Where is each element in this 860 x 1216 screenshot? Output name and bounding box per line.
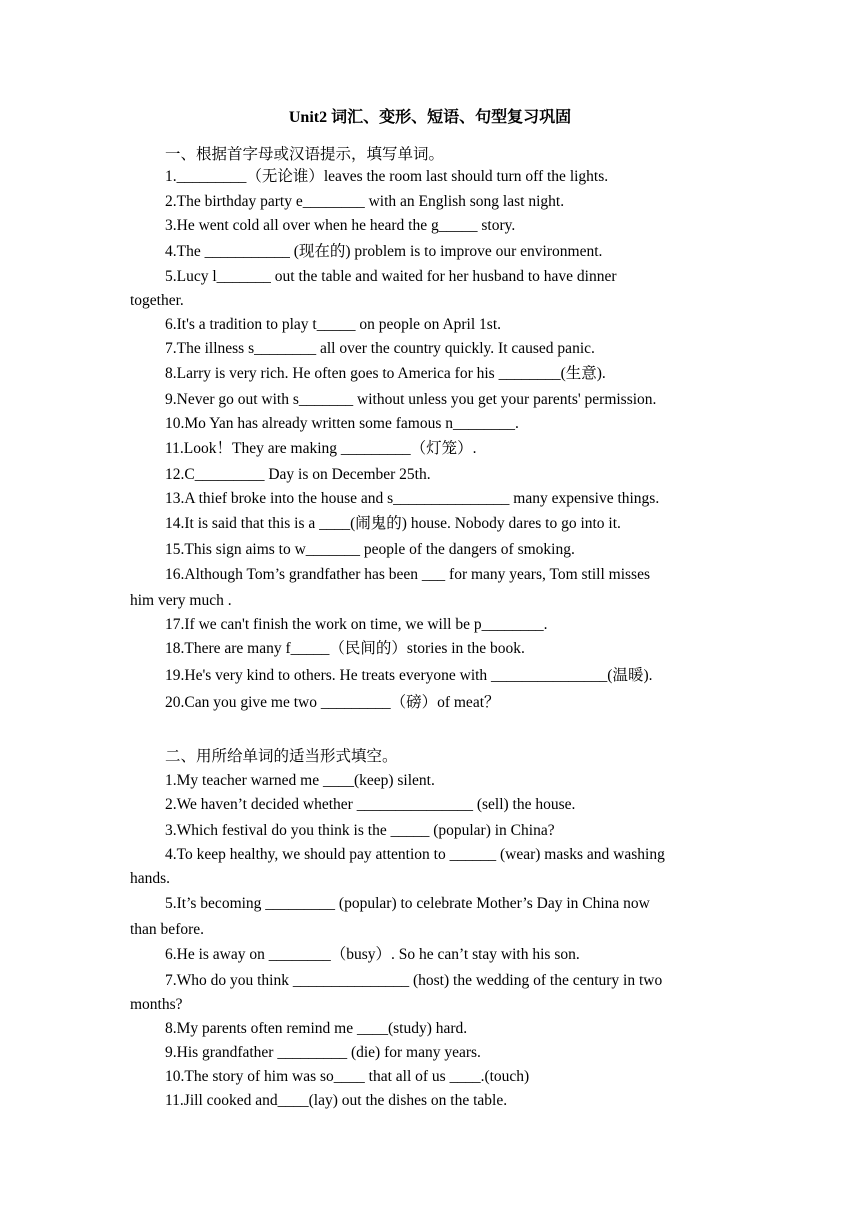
s1-question-20: 20.Can you give me two _________（磅）of meat？ (165, 694, 500, 711)
s1-question-16: 16.Although Tom’s grandfather has been ___ for many years, Tom still misses (165, 566, 651, 583)
s2-question-2: 2.We haven’t decided whether _______________ (sell) the house. (165, 796, 576, 813)
s1-question-7: 7.The illness s________ all over the country quickly. It caused panic. (165, 340, 595, 357)
s1-question-3: 3.He went cold all over when he heard the g_____ story. (165, 217, 516, 234)
s1-question-14: 14.It is said that this is a ____(闹鬼的) house. Nobody dares to go into it. (165, 515, 621, 532)
s1-question-10: 10.Mo Yan has already written some famous n________. (165, 415, 519, 432)
s2-question-11: 11.Jill cooked and____(lay) out the dishes on the table. (165, 1092, 508, 1109)
s1-question-8: 8.Larry is very rich. He often goes to America for his ________(生意). (165, 365, 606, 382)
section-1-heading: 一、根据首字母或汉语提示，填写单词。 (165, 146, 445, 163)
s2-question-4: 4.To keep healthy, we should pay attention to ______ (wear) masks and washing (165, 846, 665, 863)
page-title: Unit2 词汇、变形、短语、句型复习巩固 (288, 109, 572, 126)
s1-question-12: 12.C_________ Day is on December 25th. (165, 466, 431, 483)
s2-question-9: 9.His grandfather _________ (die) for many years. (165, 1044, 481, 1061)
s1-question-5-continued: together. (130, 292, 184, 309)
s1-question-17: 17.If we can't finish the work on time, we will be p________. (165, 616, 548, 633)
s1-question-11: 11.Look！They are making _________（灯笼）. (165, 440, 477, 457)
s1-question-5: 5.Lucy l_______ out the table and waited for her husband to have dinner (165, 268, 617, 285)
s2-question-1: 1.My teacher warned me ____(keep) silent. (165, 772, 435, 789)
s2-question-5-continued: than before. (130, 921, 205, 938)
s2-question-6: 6.He is away on ________（busy）. So he can’t stay with his son. (165, 946, 580, 963)
s1-question-2: 2.The birthday party e________ with an English song last night. (165, 193, 565, 210)
s1-question-6: 6.It's a tradition to play t_____ on people on April 1st. (165, 316, 502, 333)
s2-question-10: 10.The story of him was so____ that all of us ____.(touch) (165, 1068, 530, 1085)
s2-question-4-continued: hands. (130, 870, 171, 887)
s2-question-8: 8.My parents often remind me ____(study) hard. (165, 1020, 468, 1037)
s2-question-5: 5.It’s becoming _________ (popular) to celebrate Mother’s Day in China now (165, 895, 650, 912)
s1-question-18: 18.There are many f_____（民间的）stories in the book. (165, 640, 525, 657)
s1-question-1: 1._________（无论谁）leaves the room last should turn off the lights. (165, 168, 609, 185)
s1-question-9: 9.Never go out with s_______ without unless you get your parents' permission. (165, 391, 657, 408)
s1-question-19: 19.He's very kind to others. He treats everyone with _______________(温暖). (165, 667, 653, 684)
section-2-heading: 二、用所给单词的适当形式填空。 (165, 748, 398, 765)
s2-question-3: 3.Which festival do you think is the _____ (popular) in China? (165, 822, 555, 839)
s1-question-13: 13.A thief broke into the house and s_______________ many expensive things. (165, 490, 660, 507)
s1-question-16-continued: him very much . (130, 592, 232, 609)
s1-question-4: 4.The ___________ (现在的) problem is to improve our environment. (165, 243, 603, 260)
s2-question-7-continued: months? (130, 996, 183, 1013)
s2-question-7: 7.Who do you think _______________ (host) the wedding of the century in two (165, 972, 663, 989)
s1-question-15: 15.This sign aims to w_______ people of the dangers of smoking. (165, 541, 575, 558)
